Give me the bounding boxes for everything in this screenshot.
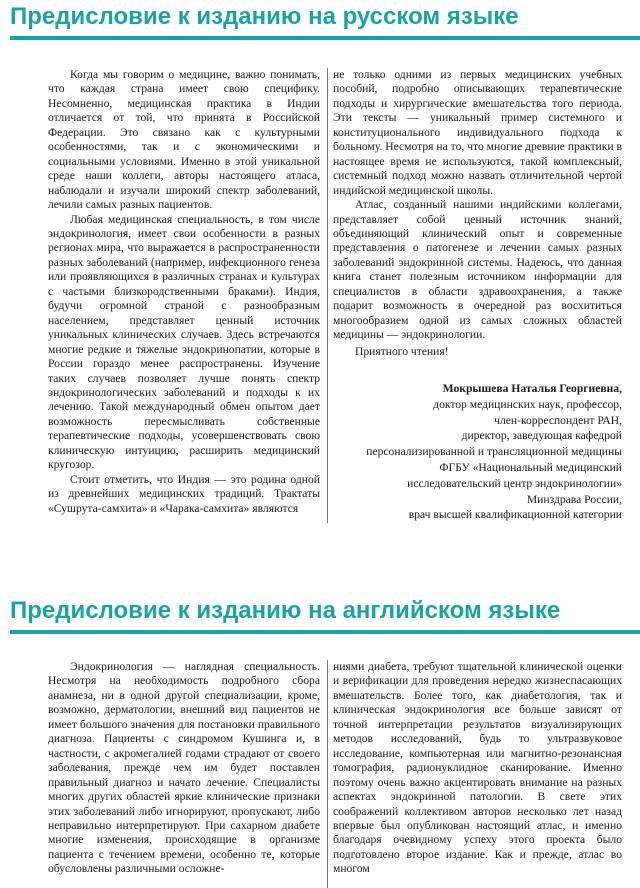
closing-line: Приятного чтения! [355,344,449,358]
signature-line: ФГБУ «Национальный медицинский [439,461,622,475]
signature-line: исследовательский центр эндокринологии» [407,476,622,490]
signature-line: персонализированной и трансляционной медицины [366,445,622,459]
signature-line: врач высшей квалификационной категории [408,508,622,522]
english-preface-left-column [48,660,320,877]
russian-preface-title: Предисловие к изданию на русском языке [10,3,519,30]
signature-line: доктор медицинских наук, профессор, [433,397,622,411]
signature-line: Минздрава России, [526,492,622,506]
english-preface-column-separator [327,660,328,888]
paragraph: Когда мы говорим о медицине, важно понимать, что каждая страна имеет свою специфику. Несомненно, медицинская практика в Индии отличается от той, что принята в Российской Федерации. Это связано как с культурными особенностями, так и с экономическими и социальными условиями. Именно в этой уникальной среде наши коллеги, авторы настоящего атласа, наблюдали и изучали широкий спектр заболеваний, лечили самых разных пациентов. [48,68,320,212]
paragraph: Стоит отметить, что Индия — это родина одной из древнейших медицинских традиций. Трактаты «Сушрута-самхита» и «Чарака-самхита» являются [48,472,320,515]
paragraph: не только одними из первых медицинских учебных пособий, подробно описывающих терапевтические подходы и хирургические вмешательства того периода. Эти тексты — уникальный пример системного и конституционального индивидуального подхода к больному. Несмотря на то, что многие древние практики в настоящее время не используются, такой комплексный, системный подход можно назвать отличительной чертой индийской медицинской школы. [333,68,622,197]
english-preface-title-rule [10,630,640,634]
signature-line: директор, заведующая кафедрой [461,429,622,443]
paragraph: Атлас, созданный нашими индийскими коллегами, представляет собой ценный источник знаний, объединяющий клинический опыт и современные представления о патогенезе и лечении самых разных заболеваний эндокринной системы. Надеюсь, что данная книга станет полезным источником информации для специалистов в области здравоохранения, а также подарит возможность в очередной раз восхититься многообразием одной из самых сложных областей медицины — эндокринологии. [333,198,622,342]
russian-preface-left-column [48,68,320,516]
english-preface-title: Предисловие к изданию на английском языке [10,597,561,624]
signature-block [333,381,622,523]
russian-preface-title-rule [10,36,640,40]
russian-preface-column-separator [327,68,328,523]
english-preface-right-column [333,660,622,877]
signature-line: член-корреспондент РАН, [494,413,622,427]
paragraph: Эндокринология — наглядная специальность. Несмотря на необходимость подробного сбора анамнеза, ни в одной другой специализации, кроме, возможно, дерматологии, внешний вид пациентов не имеет большого значения для постановки правильного диагноза. Пациенты с синдромом Кушинга и, в частности, с акромегалией годами страдают от своего заболевания, прежде чем им будет поставлен правильный диагноз и начато лечение. Специалисты многих других областей яркие клинические признаки этих заболеваний либо игнорируют, пропускают, либо неправильно интерпретируют. При сахарном диабете многие изменения, происходящие в организме пациента с течением времени, особенно те, которые обусловлены различными осложне- [48,660,320,876]
paragraph: Любая медицинская специальность, в том числе эндокринология, имеет свои особенности в разных регионах мира, что выражается в распространенности разных заболеваний (например, инфекционного генеза или проявляющихся в различных странах и культурах с частыми близкородственными браками). Индия, будучи огромной страной с разнообразным населением, представляет ценный источник уникальных клинических случаев. Здесь встречаются многие редкие и тяжелые эндокринопатии, которые в России гораздо менее распространены. Изучение таких случаев позволяет лучше понять спектр эндокринологических заболеваний и подходы к их лечению. Такой международный обмен опытом дает возможность пересмысливать собственные терапевтические подходы, усовершенствовать свою клиническую интуицию, расширить медицинский кругозор. [48,212,320,472]
paragraph: ниями диабета, требуют тщательной клинической оценки и верификации для проведения нередко жизнеспасающих вмешательств. Более того, как диабетология, так и клиническая эндокринология все больше зависят от точной интерпретации результатов визуализирующих методов исследований, будь то ультразвуковое исследование, компьютерная или магнитно-резонансная томография, радионуклидное сканирование. Именно поэтому очень важно акцентировать внимание на разных аспектах эндокринной патологии. В свете этих соображений коллективом авторов несколько лет назад впервые был опубликован настоящий атлас, и именно благодаря очевидному успеху этого проекта было подготовлено второе издание. Как и прежде, атлас во многом [333,660,622,876]
signature-name: Мокрышева Наталья Георгиевна, [442,382,622,396]
russian-preface-right-column [333,68,622,523]
